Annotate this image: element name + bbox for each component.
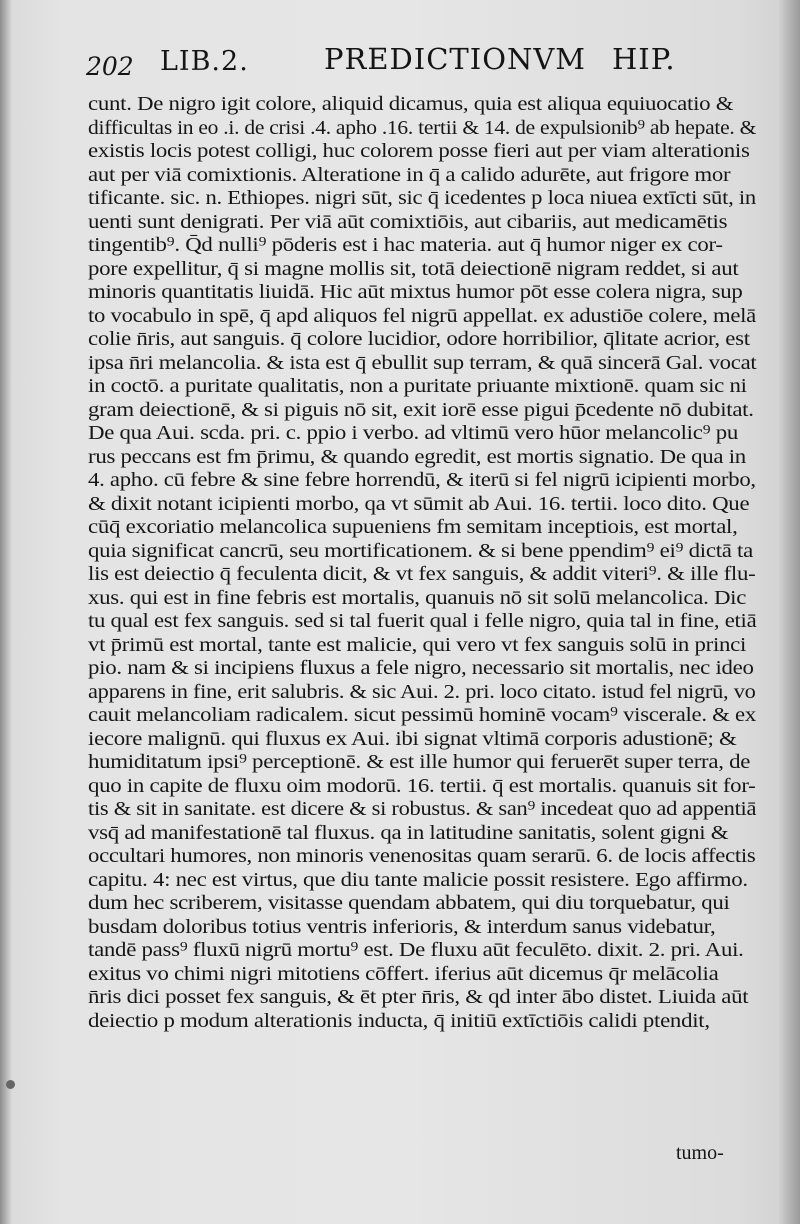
text-line: deiectio p modum alterationis inducta, q̄ initiū extīctiōis calidi ptendit, <box>88 1009 710 1032</box>
text-line: De qua Aui. scda. pri. c. ppio i verbo. ad vltimū vero hūor melancolic⁹ pu <box>88 422 739 444</box>
text-line: lis est deiectio q̄ feculenta dicit, & vt fex sanguis, & addit viteri⁹. & ille flu- <box>88 563 756 585</box>
ink-spot <box>6 1080 15 1089</box>
text-line: minoris quantitatis liuidā. Hic aūt mixtus humor pōt esse colera nigra, sup <box>88 281 743 303</box>
text-line: & dixit notant icipienti morbo, qa vt sūmit ab Aui. 16. tertii. loco dito. Que <box>88 492 750 515</box>
text-line: 4. apho. cū febre & sine febre horrendū, & iterū si fel nigrū icipienti morbo, <box>88 469 756 491</box>
text-line: tu qual est fex sanguis. sed si tal fuerit qual i felle nigro, quia tal in fine, etiā <box>88 610 757 632</box>
text-line: uenti sunt denigrati. Per viā aūt comixtiōis, aut cibariis, aut medicamētis <box>88 210 728 233</box>
text-line: tandē pass⁹ fluxū nigrū mortu⁹ est. De fluxu aūt feculēto. dixit. 2. pri. Aui. <box>88 939 744 961</box>
text-line: difficultas in eo .i. de crisi .4. apho .16. tertii & 14. de expulsionib⁹ ab hepate. & <box>88 116 757 139</box>
text-line: xus. qui est in fine febris est mortalis, quanuis nō sit solū melancolica. Dic <box>88 586 747 609</box>
text-line: pio. nam & si incipiens fluxus a fele nigro, necessario sit mortalis, nec ideo <box>88 657 754 679</box>
text-line: vt p̄rimū est mortal, tante est malicie, qui vero vt fex sanguis solū in princi <box>88 633 747 656</box>
text-line: cunt. De nigro igit colore, aliquid dicamus, quia est aliqua equiuocatio & <box>88 93 734 115</box>
author-abbrev: HIP. <box>612 42 676 76</box>
text-line: dum hec scriberem, visitasse quendam abbatem, qui diu torquebatur, qui <box>88 892 730 914</box>
text-line: in coctō. a puritate qualitatis, non a puritate priuante mixtionē. quam sic ni <box>88 375 747 397</box>
text-line: tis & sit in sanitate. est dicere & si robustus. & san⁹ incedeat quo ad appentiā <box>88 798 757 820</box>
text-line: tingentib⁹. Q̄d nulli⁹ pōderis est i hac materia. aut q̄ humor niger ex cor- <box>88 234 723 256</box>
text-line: colie n̄ris, aut sanguis. q̄ colore lucidior, odore horribilior, q̄litate acrior, est <box>88 328 750 350</box>
text-line: n̄ris dici posset fex sanguis, & ēt pter n̄ris, & qd inter ābo distet. Liuida aūt <box>88 986 749 1008</box>
book-number: LIB.2. <box>160 46 249 77</box>
text-line: aut per viā comixtionis. Alteratione in q̄ a calido adurēte, aut frigore mor <box>88 163 731 186</box>
text-line: quia significat cancrū, seu mortificationem. & si bene ppendim⁹ ei⁹ dictā ta <box>88 539 753 562</box>
text-line: existis locis potest colligi, huc colorem posse fieri aut per viam alterationis <box>88 140 750 162</box>
text-line: humiditatum ipsi⁹ perceptionē. & est ille humor qui feruerēt super terra, de <box>88 751 751 773</box>
text-line: exitus vo chimi nigri mitotiens cōffert. iferius aūt dicemus q̄r melācolia <box>88 962 719 985</box>
running-title: PREDICTIONVM <box>324 42 586 76</box>
text-line: to vocabulo in spē, q̄ apd aliquos fel nigrū appellat. ex adustiōe colere, melā <box>88 304 756 327</box>
text-line: capitu. 4: nec est virtus, que diu tante malicie possit resistere. Ego affirmo. <box>88 868 748 891</box>
text-line: iecore malignū. qui fluxus ex Aui. ibi signat vltimā corporis adustionē; & <box>88 727 737 750</box>
text-line: tificante. sic. n. Ethiopes. nigri sūt, sic q̄ icedentes p loca niuea extīcti sūt, in <box>88 187 756 209</box>
text-line: quo in capite de fluxu oim modorū. 16. tertii. q̄ est mortalis. quanuis sit for- <box>88 774 756 797</box>
text-line: cauit melancoliam radicalem. sicut pessimū hominē vocam⁹ viscerale. & ex <box>88 704 756 726</box>
text-line: apparens in fine, erit salubris. & sic Aui. 2. pri. loco citato. istud fel nigrū, vo <box>88 680 756 703</box>
text-line: gram deiectionē, & si piguis nō sit, exit iorē esse pigui p̄cedente nō dubitat. <box>88 398 754 421</box>
text-line: vsq̄ ad manifestationē tal fluxus. qa in latitudine sanitatis, solent gigni & <box>88 821 729 844</box>
catchword: tumo- <box>676 1142 724 1164</box>
running-header <box>86 38 676 88</box>
text-line: rus peccans est fm p̄rimu, & quando egredit, est mortis signatio. De qua in <box>88 445 746 468</box>
text-line: cūq̄ excoriatio melancolica supueniens fm semitam inceptiois, est mortal, <box>88 516 738 538</box>
text-line: occultari humores, non minoris venenositas quam serarū. 6. de locis affectis <box>88 845 756 867</box>
text-line: pore expellitur, q̄ si magne mollis sit, totā deiectionē nigram reddet, si aut <box>88 257 739 280</box>
left-page-shadow <box>0 0 12 1224</box>
body-text <box>88 93 758 1033</box>
text-line: busdam doloribus totius ventris inferioris, & interdum sanus videbatur, <box>88 915 716 938</box>
text-line: ipsa n̄ri melancolia. & ista est q̄ ebullit sup terram, & quā sincerā Gal. vocat <box>88 351 757 374</box>
folio-number: 202 <box>86 52 134 81</box>
